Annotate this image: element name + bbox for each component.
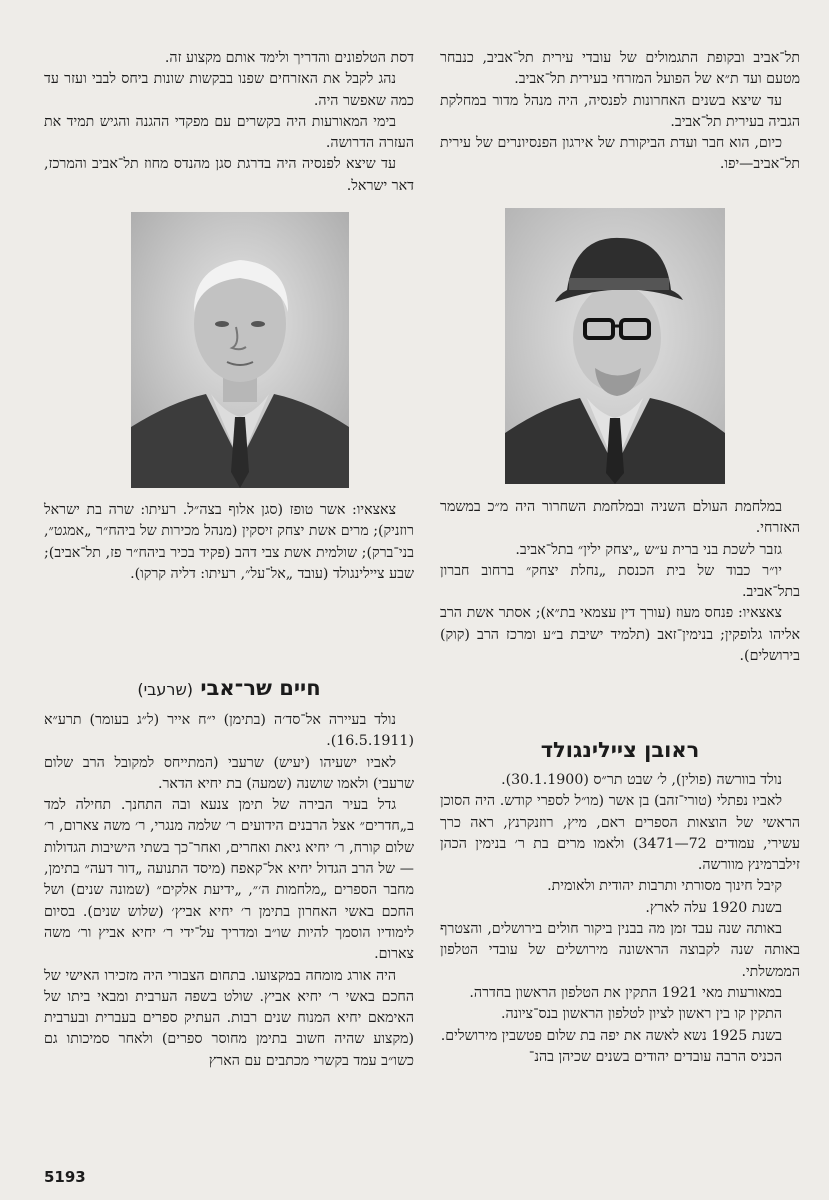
paragraph: עד שיצא לפנסיה היה בדרגת סגן מהנדס מחוז תל־אביב והמרכז, דאר ישראל.: [44, 156, 414, 194]
paragraph: יו״ר כבוד של בית הכנסת „נחלת יצחק״ ברחוב חברון בתל־אביב.: [440, 562, 800, 601]
paragraph: לאביו ישעיהו (יעיש) שרעבי (המתייחס למקובל הרב שלום שרעבי) ולאמו שושנה (שמעה) בת יחיא הדאר.: [44, 754, 414, 792]
paragraph: עד שיצא בשנים האחרונות לפנסיה, היה מנהל מדור במחלקת הגביה בעירית תל־אביב.: [440, 92, 800, 130]
paragraph: גזבר לשכת בני ברית ע״ש „יצחק ילין״ בתל־אביב.: [515, 541, 782, 558]
heading-name: ראובן ציילינגולד: [540, 738, 700, 762]
heading-name: חיים שר־אבי: [200, 676, 321, 700]
paragraph: נהג לקבל את האזרחים שפנו בבקשות שונות ביחס לבבי ועזר עד כמה שאפשר היה.: [44, 71, 414, 109]
paragraph: צאצאיו: פנחס מעוז (עורך דין עצמאי בת״א); אסתר אשת הרב אליהו גלופקין; בנימין־זאב (תלמיד ישיבת ב״ע ומרכז הרב (קוק) בירושלים).: [440, 605, 800, 665]
paragraph: בשנת 1920 עלה לארץ.: [645, 899, 782, 916]
paragraph: קיבל חינוך מסורתי ותרבות יהודית ולאומית.: [547, 878, 782, 895]
paragraph: היה אורג מומחה במקצועו. בתחום הצבורי היה מזכירו האישי של החכם באשי ר׳ יחיא אביץ. שולט בשפה הערבית ומבאי ביתו של האימאם יחיא המנוח שנים רבות. העתיק ספרים בעברית ובערבית (מקצוע שהיה חשוב בתימן מחוסר ספרים) ולאחר סמיכותו גם כשו״ב עמד בקשרי מכתבים עם הארץ: [44, 967, 414, 1069]
portrait-photo-right: [505, 208, 725, 484]
section-heading-left: [44, 676, 414, 700]
right-bio-text: [440, 770, 800, 1068]
page-number: 5193: [44, 1168, 86, 1186]
paragraph: נולד בוורשה (פולין), ל׳ שבט תר״ס (30.1.1900).: [501, 772, 782, 788]
right-mid-text: [440, 497, 800, 667]
heading-subname: (שרעבי): [137, 680, 194, 699]
right-top-text: [440, 48, 800, 176]
portrait-photo-left: [131, 212, 349, 488]
paragraph: באותה שנה עבד זמן מה בבנין ביקור חולים בירושלים, והצטרף באותה שנה לקבוצה הראשונה מירושלים של עובדי הטלפון הממשלתי.: [440, 921, 800, 980]
left-bio-text: [44, 710, 414, 1072]
paragraph: בשנת 1925 נשא לאשה את יפה בת שלום פטשבין מירושלים.: [440, 1027, 782, 1044]
paragraph: גדל בעיר הבירה של תימן צנעא ובה התחנך. תחילה למד ב„חדרים״ אצל הרבנים הידועים ר׳ שלמה מנגרי, ר׳ משה צארום, ר׳ שלום קורח, ר׳ יחיא גיאת ואחרים, ואחר־כך בשתי הישיבות הגדולות — של הרב הגדול יחיא אל־קאפח (מיסד התנועה „דור דעה״ בתימן, מחבר הספרים „מלחמות ה׳״, „ידיעת אלקים״ (שמונה שנים) ושל החכם באשי האחרון בתימן ר׳ יחיא אביץ׳ (שלוש שנים). בסיום לימודיו הוסמך להיות שו״ב ומדריך על־ידי ר׳ יחיא אביץ ור׳ משה צארום.: [44, 797, 414, 963]
paragraph: בימי המאורעות היה בקשרים עם מפקדי ההגנה והגיש תמיד את העזרה הדרושה.: [44, 113, 414, 152]
paragraph: דסת הטלפונים והדריך ולימד אותם מקצוע זה.: [164, 50, 414, 66]
left-top-text: [44, 48, 414, 197]
left-mid-text: [44, 500, 414, 585]
paragraph: הכניס הרבה עובדים יהודים בשנים שכיהן בהנ־: [528, 1048, 782, 1065]
paragraph: צאצאיו: אשר טופז (סגן אלוף בצה״ל. רעיתו: שרה בת ישראל רוזניק); מרים אשת יצחק זיסקין (מנהל מכירות של ביהח״ר „אמגט״, בני־ברק); שולמית אשת צבי דהב (פקיד בכיר ביהח״ר פז, תל־אביב); שבע ציילינגולד (עובד „אל־על״, רעיתו: דליה קרקו).: [44, 502, 414, 582]
paragraph: במאורעות מאי 1921 התקין את הטלפון הראשון בחדרה.: [469, 984, 782, 1001]
paragraph: לאביו נפתלי (טורי־זהב) בן אשר (מו״ל לספרי קודש. היה הסוכן הראשי של הוצאות הספרים ראם, מיץ, רוזנקרנץ, ראה כרך עשירי, עמודים 72—3471) ולאמו מרים בת ר׳ בנימין הכהן זילברמינץ מוורשה.: [440, 793, 800, 874]
paragraph: תל־אביב ובקופת התגמולים של עובדי עירית תל־אביב, כנבחר מטעם ועד ת״א של הפועל המזרחי בעירית תל־אביב.: [440, 50, 800, 88]
paragraph: כיום, הוא חבר ועדת הביקורת של אירגון הפנסיונרים של עירית תל־אביב—יפו.: [440, 135, 800, 173]
paragraph: התקין קו בין ראשון לציון לטלפון הראשון בנס־ציונה.: [501, 1006, 782, 1023]
paragraph: נולד בעיירה אל־סד׳ה (בתימן) י״ח אייר (ל״ג בעומר) תרע״א (16.5.1911).: [44, 712, 414, 750]
section-heading-right: [440, 738, 800, 762]
paragraph: במלחמת העולם השניה ובמלחמת השחרור היה מ״כ במשמר האזרחי.: [440, 499, 800, 537]
